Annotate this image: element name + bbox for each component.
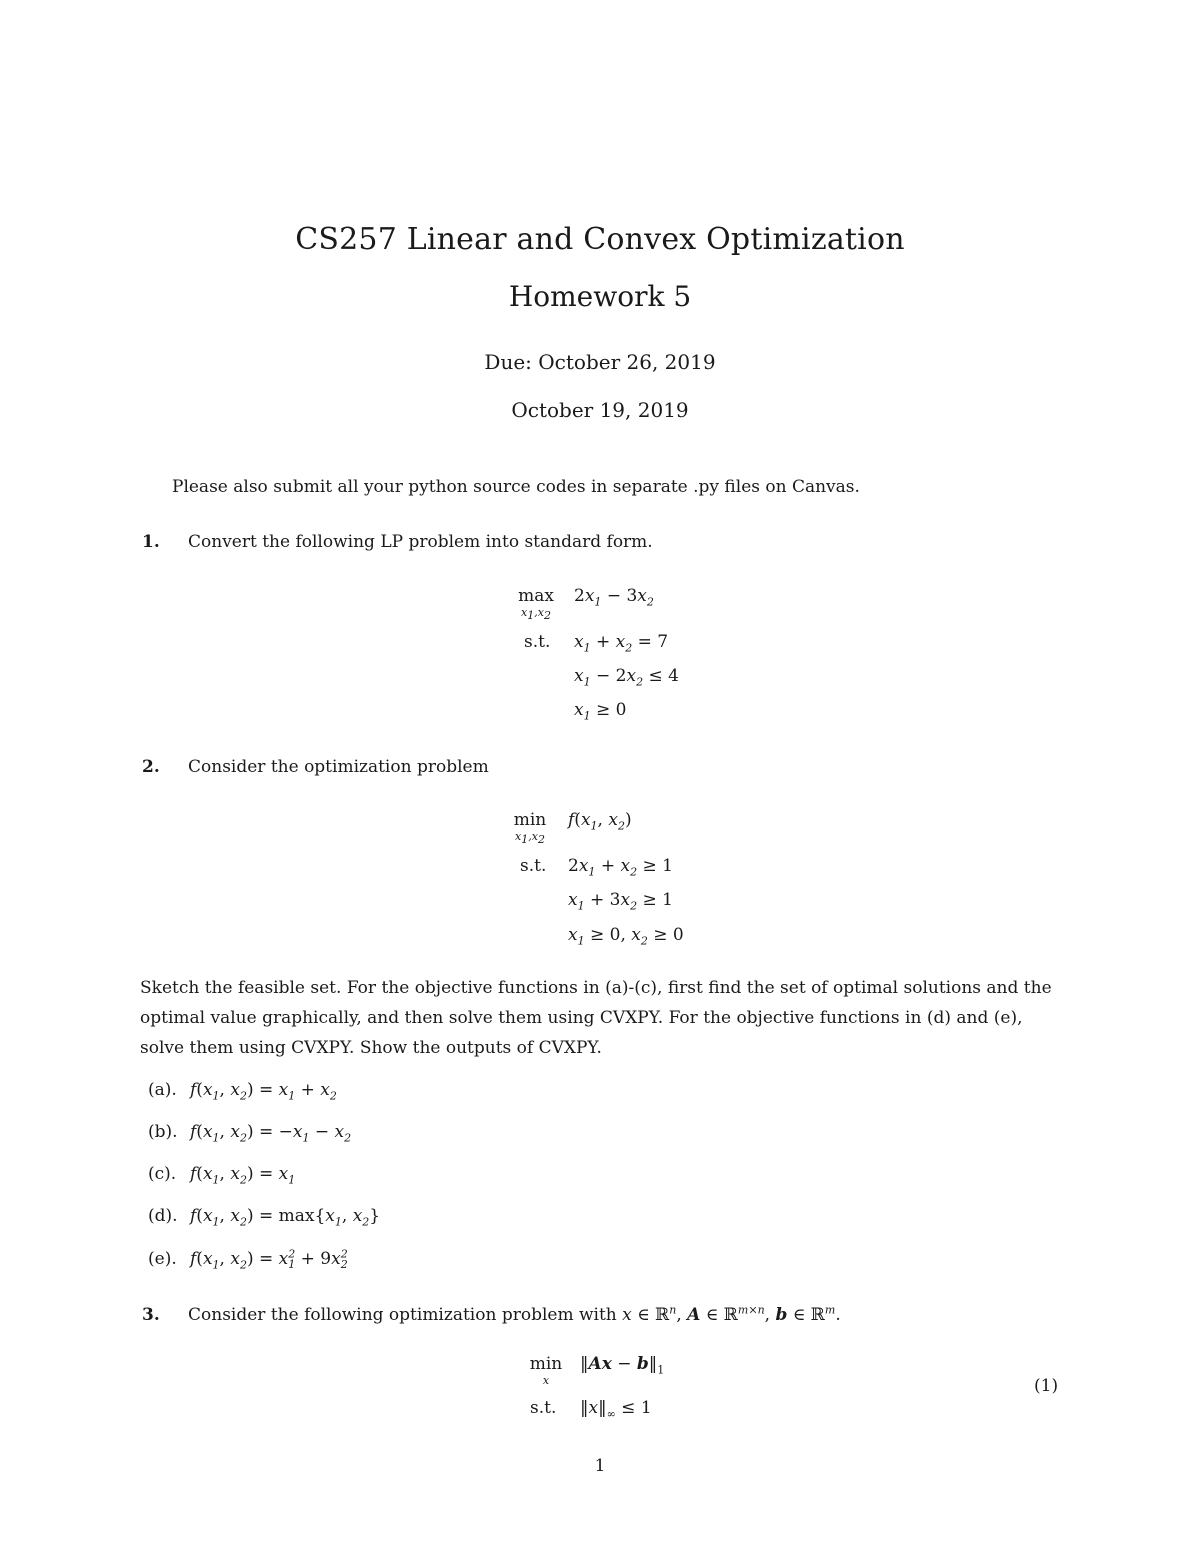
problem-3-st-label: s.t. <box>530 1398 557 1418</box>
problem-1-constraint-2: $x_1 - 2x_2 \le 4$ <box>574 666 679 689</box>
problem-1-st-label: s.t. <box>524 632 551 652</box>
problem-1-text: Convert the following LP problem into standard form. <box>188 532 653 552</box>
problem-3-text: Consider the following optimization problem with x ∈ ℝ$^n$, A ∈ ℝ$^{m\times n}$, b ∈ ℝ$^m$. <box>188 1303 841 1325</box>
problem-2-number: 2. <box>142 757 160 777</box>
problem-1-operator: max <box>518 586 554 606</box>
intro-text: Please also submit all your python source codes in separate .py files on Canvas. <box>172 477 860 497</box>
item-b-label: (b). <box>148 1122 178 1142</box>
issue-date: October 19, 2019 <box>511 398 689 422</box>
item-d-label: (d). <box>148 1206 178 1226</box>
equation-number: (1) <box>1034 1376 1059 1396</box>
problem-3-objective: ‖Ax − $b‖_1$ <box>580 1354 665 1377</box>
item-e-expr: $f(x_1$, $x_2) = x^2_1 + 9x^2_2$ <box>190 1247 348 1272</box>
problem-2-constraint-2: $x_1 + 3x_2 \ge 1$ <box>568 890 673 913</box>
problem-2-text: Consider the optimization problem <box>188 757 489 777</box>
problem-1-constraint-1: $x_1 + x_2 = 7$ <box>574 632 669 655</box>
page-number: 1 <box>594 1456 606 1476</box>
item-b-expr: $f(x_1$, $x_2) = -x_1 - x_2$ <box>190 1122 352 1145</box>
item-a-label: (a). <box>148 1080 177 1100</box>
problem-2-operator: min <box>513 810 547 830</box>
problem-1-objective: $2x_1 - 3x_2$ <box>574 586 654 609</box>
problem-2-constraint-1: $2x_1 + x_2 \ge 1$ <box>568 856 673 879</box>
problem-2-operator-subscript: $x_1,x_2$ <box>515 830 545 847</box>
item-c-expr: $f(x_1$, $x_2) = x_1$ <box>190 1164 296 1187</box>
item-c-label: (c). <box>148 1164 177 1184</box>
problem-2-objective: $f(x_1$, $x_2$) <box>568 810 632 833</box>
problem-1-constraint-3: $x_1 \ge 0$ <box>574 700 627 723</box>
problem-3-constraint: $‖x‖_\infty \le 1$ <box>580 1398 652 1421</box>
document-title: CS257 Linear and Convex Optimization <box>295 222 905 257</box>
problem-3-number: 3. <box>142 1305 160 1325</box>
item-e-label: (e). <box>148 1249 177 1269</box>
problem-1-number: 1. <box>142 532 160 552</box>
problem-3-operator: min <box>529 1354 563 1374</box>
problem-3-operator-subscript: x <box>542 1374 550 1387</box>
problem-2-st-label: s.t. <box>520 856 547 876</box>
problem-2-constraint-3: $x_1 \ge 0$, $x_2 \ge 0$ <box>568 925 684 948</box>
due-date: Due: October 26, 2019 <box>484 350 716 374</box>
problem-1-operator-subscript: $x_1,x_2$ <box>521 606 551 623</box>
document-subtitle: Homework 5 <box>508 280 692 313</box>
item-d-expr: $f(x_1$, $x_2) = \max\{x_1$, $x_2$} <box>190 1206 381 1229</box>
item-a-expr: $f(x_1$, $x_2) = x_1 + x_2$ <box>190 1080 337 1103</box>
problem-2-paragraph: Sketch the feasible set. For the objective functions in (a)-(c), first find the set of optimal solutions and the optimal value graphically, and then solve them using CVXPY. For the objective functions in (d) and (e), solve them using CVXPY. Show the outputs of CVXPY. <box>140 978 1052 1058</box>
